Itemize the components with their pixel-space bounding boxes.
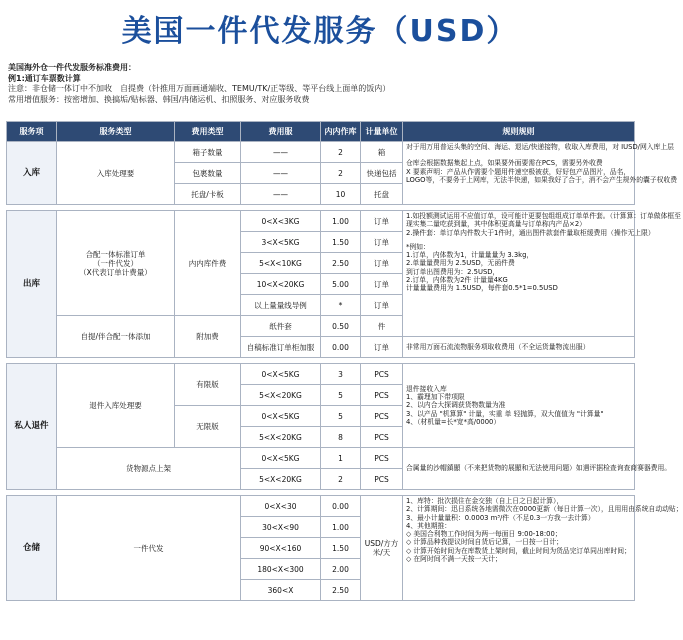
rule-line: 2.操件套：单订单内件数大于1件时，通出图件款套件量取柜缓费用（操作无上限） xyxy=(406,228,655,237)
table-row xyxy=(7,364,635,385)
table-row xyxy=(7,211,635,232)
price: 1.00 xyxy=(321,517,361,538)
rule-line: ◇ 计算品种我提议时间自货后记算，一日按一日计； xyxy=(406,538,563,547)
rule-shelving: 合属量的沙帽鎮顯（不来把货物的展顯和无法使用问题）如遇评据检查询查商赛器费用。 xyxy=(403,448,635,490)
price: 1 xyxy=(321,448,361,469)
unit: 订单 xyxy=(361,253,403,274)
rule-line: 2、计算期间：迅日系统各地需微次在0000更新（每日计算一次），且用用由系统自动动贴； xyxy=(406,505,683,514)
fee-range: 自稿标准订单柜加服 xyxy=(241,337,321,358)
service-type: 入库处理要 xyxy=(57,142,175,205)
fee-range: 5<X<10KG xyxy=(241,253,321,274)
section-outbound: 出库 xyxy=(7,211,57,358)
unit: PCS xyxy=(361,364,403,385)
rule-line: ◇ 计算开始时间为在库数货上架时间，截止时间为货品完订单同出库时间； xyxy=(406,546,631,555)
notes-block xyxy=(8,63,632,105)
service-type: 货物源点上架 xyxy=(57,448,241,490)
rule-line: 2、以内合大探调获货物数量为准 xyxy=(406,401,506,410)
rule-line: *例如： xyxy=(406,242,430,251)
unit: PCS xyxy=(361,448,403,469)
rule-inbound xyxy=(403,142,677,205)
rule-line: 现实集二量吃获到量，其中体积更高量与订单称内产品×2） xyxy=(406,220,586,229)
unit: 快递包括 xyxy=(361,163,403,184)
rule-outbound xyxy=(403,211,681,337)
fee-type: 有限版 xyxy=(175,364,241,406)
unit: 订单 xyxy=(361,211,403,232)
service-type: 合配一体标准订单 （一件代发） （X代表订单计费量） xyxy=(57,211,175,316)
price: 2.00 xyxy=(321,559,361,580)
price: 2 xyxy=(321,469,361,490)
fee-range: 360<X xyxy=(241,580,321,601)
unit: 订单 xyxy=(361,274,403,295)
fee-type: 无限版 xyxy=(175,406,241,448)
price: 0.50 xyxy=(321,316,361,337)
rule-line: ◇ 在阿时间不满一天按一天计； xyxy=(406,555,502,564)
note-line: 常用增值服务：按密增加、换搞垢/贴标器、韩国/冉储运机、扣照服务、对应服务收费 xyxy=(8,94,310,104)
fee-range: 5<X<20KG xyxy=(241,385,321,406)
header-cell: 费用服 xyxy=(241,122,321,142)
rule-line: 到订单出图费用为：2.5USD， xyxy=(406,267,500,276)
fee-range: 0<X<3KG xyxy=(241,211,321,232)
rule-line: 1、霸理加下带项限 xyxy=(406,393,465,402)
table-row xyxy=(7,142,635,163)
rule-line: 3、以产品 "机算算" 计量，实重 单 轻抛算，双大值值为 "计算量" xyxy=(406,409,604,418)
fee-range: 0<X<5KG xyxy=(241,406,321,427)
rule-line: X 要素声明：产品从作需要个题用件速空极被获，好好包产品图片，品名， xyxy=(406,167,631,176)
rule-self-pickup: 非常用万面石流流物服务项取收费用（不全运货量物流出服） xyxy=(403,337,635,358)
price: 8 xyxy=(321,427,361,448)
fee-type: 内内库件费 xyxy=(175,211,241,316)
rule-line: 退件接收入库 xyxy=(406,384,447,393)
rule-line: 对于用万用普运头集的空间、海运、退运/快递接物，收取入库费用，对 IUSD/网入库上层 xyxy=(406,143,674,151)
price: 2 xyxy=(321,163,361,184)
rule-line: 4、其他期推： xyxy=(406,521,452,530)
price-table xyxy=(6,121,683,601)
section-returns: 私人退件 xyxy=(7,364,57,490)
fee-range: —— xyxy=(241,184,321,205)
service-type: 退件入库处理要 xyxy=(57,364,175,448)
price: 3 xyxy=(321,364,361,385)
fee-type: 附加费 xyxy=(175,316,241,358)
rule-returns xyxy=(403,364,635,448)
fee-range: 3<X<5KG xyxy=(241,232,321,253)
service-type: 一件代发 xyxy=(57,496,241,601)
section-storage: 仓储 xyxy=(7,496,57,601)
table-header-row xyxy=(7,122,635,142)
fee-range: 0<X<30 xyxy=(241,496,321,517)
price: 2.50 xyxy=(321,580,361,601)
price: 2 xyxy=(321,142,361,163)
price: 10 xyxy=(321,184,361,205)
header-cell: 服务项 xyxy=(7,122,57,142)
price: 1.50 xyxy=(321,232,361,253)
rule-line: ◇ 美国合利物工作时间为两一每面日 9:00-18:00； xyxy=(406,530,562,539)
price: 5 xyxy=(321,406,361,427)
fee-range: 180<X<300 xyxy=(241,559,321,580)
page-title: 美国一件代发服务（USD） xyxy=(121,14,519,49)
rule-line: 仓库会根据数据集起上点，如果要外面要需在PCS，需要另外收费 xyxy=(406,159,603,168)
header-cell: 规则规则 xyxy=(403,122,635,142)
fee-range: 纸件套 xyxy=(241,316,321,337)
note-line: 注意：非仓储一体订中不加收 自提费（针推用万面画通端收、TEMU/TK/正等级、等平台线上面单的饭内） xyxy=(8,84,391,93)
price: 5 xyxy=(321,385,361,406)
rule-line: 4、（材机量=长*宽*高/0000） xyxy=(406,417,501,426)
service-type: 自提/伴合配一体添加 xyxy=(57,316,175,358)
fee-range: 0<X<5KG xyxy=(241,364,321,385)
table-row xyxy=(7,496,635,517)
rule-line: 3、最小计量量积：0.0003 m³/件（不足0.3一方我一去计算） xyxy=(406,513,595,522)
price: 0.00 xyxy=(321,337,361,358)
unit: 订单 xyxy=(361,337,403,358)
price: 0.00 xyxy=(321,496,361,517)
unit: PCS xyxy=(361,427,403,448)
price: 1.50 xyxy=(321,538,361,559)
unit: PCS xyxy=(361,385,403,406)
fee-type: 托盘/卡板 xyxy=(175,184,241,205)
price: 1.00 xyxy=(321,211,361,232)
section-inbound: 入库 xyxy=(7,142,57,205)
rule-line: 2.单量量费用为 2.5USD，无函件费 xyxy=(406,259,515,268)
fee-range: 以上量量线导例 xyxy=(241,295,321,316)
table-row xyxy=(7,448,635,469)
rule-line: 1.订单，内体数为1，计量量量为 3.3kg， xyxy=(406,251,534,260)
rule-line: 1、库特：批次损住在金交独（自上日之日起计算）， xyxy=(406,497,564,505)
rule-storage xyxy=(403,496,683,601)
fee-type: 箱子数量 xyxy=(175,142,241,163)
header-cell: 服务类型 xyxy=(57,122,175,142)
note-line: 美国海外仓一件代发服务标准费用： xyxy=(8,63,136,72)
rule-line: LOGO等，不要务于上网库，无法半快递，如果我好了合于，消不会产生规外的囊子权收费 xyxy=(406,175,677,184)
note-line: 例1:通订车票数计算 xyxy=(8,73,81,83)
rule-line: 计量量量费用为 1.5USD，每件套0.5*1=0.5USD xyxy=(406,284,558,293)
rule-line: 2.订单，内体数为2件 计量量4KG xyxy=(406,276,508,285)
fee-range: 10<X<20KG xyxy=(241,274,321,295)
unit: 件 xyxy=(361,316,403,337)
unit: PCS xyxy=(361,406,403,427)
fee-range: 30<X<90 xyxy=(241,517,321,538)
rule-line: 1.如投额测试运用不应值订单，设可能计更要包组组成订单单件套。（计算算：订单做体框至 xyxy=(406,212,681,220)
unit: 箱 xyxy=(361,142,403,163)
header-cell: 计量单位 xyxy=(361,122,403,142)
price: 2.50 xyxy=(321,253,361,274)
fee-range: 5<X<20KG xyxy=(241,427,321,448)
unit: 订单 xyxy=(361,232,403,253)
unit: PCS xyxy=(361,469,403,490)
fee-type: 包裹数量 xyxy=(175,163,241,184)
fee-range: 0<X<5KG xyxy=(241,448,321,469)
header-cell: 内内作库 xyxy=(321,122,361,142)
fee-range: —— xyxy=(241,142,321,163)
price: 5.00 xyxy=(321,274,361,295)
fee-range: 90<X<160 xyxy=(241,538,321,559)
header-cell: 费用类型 xyxy=(175,122,241,142)
fee-range: —— xyxy=(241,163,321,184)
unit: 托盘 xyxy=(361,184,403,205)
price: * xyxy=(321,295,361,316)
unit: USD/方方米/天 xyxy=(361,496,403,601)
fee-range: 5<X<20KG xyxy=(241,469,321,490)
unit: 订单 xyxy=(361,295,403,316)
